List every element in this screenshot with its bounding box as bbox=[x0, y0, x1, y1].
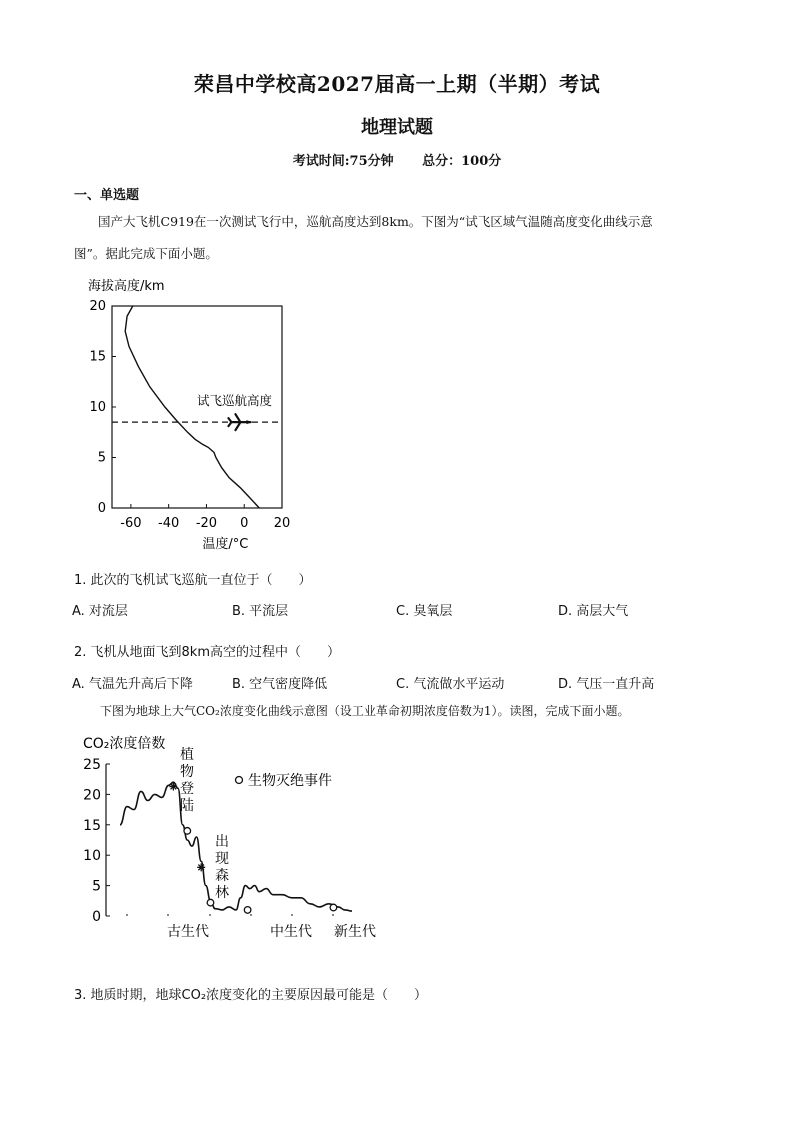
exam-meta bbox=[0, 150, 794, 169]
svg-text:植: 植 bbox=[180, 747, 194, 763]
svg-text:林: 林 bbox=[215, 885, 229, 901]
q1-option-c[interactable]: C. 臭氧层 bbox=[396, 604, 453, 619]
annotation-forest-appears bbox=[215, 834, 229, 901]
svg-text:陆: 陆 bbox=[180, 798, 194, 814]
chart2-ylabel: CO₂浓度倍数 bbox=[83, 736, 166, 752]
extinction-event-marker bbox=[330, 904, 337, 911]
era-mesozoic: 中生代 bbox=[270, 924, 312, 940]
chart1-ytick-label: 20 bbox=[89, 299, 106, 314]
chart2-ytick-label: 15 bbox=[83, 817, 101, 834]
exam-title: 荣昌中学校高2027届高一上期（半期）考试 bbox=[193, 72, 601, 96]
q1-option-b[interactable]: B. 平流层 bbox=[232, 604, 289, 619]
chart2-ytick-label: 5 bbox=[92, 878, 101, 895]
svg-text:出: 出 bbox=[215, 834, 229, 850]
q1-option-a[interactable]: A. 对流层 bbox=[72, 604, 128, 619]
exam-time: 考试时间:75分钟 bbox=[292, 154, 394, 169]
svg-text:现: 现 bbox=[215, 851, 229, 867]
airplane-icon bbox=[228, 414, 252, 430]
section-heading: 一、单选题 bbox=[74, 188, 140, 203]
chart1-ytick-label: 5 bbox=[97, 450, 106, 466]
q1-option-d[interactable]: D. 高层大气 bbox=[558, 604, 629, 619]
chart1-ytick-label: 15 bbox=[89, 349, 106, 365]
q2-option-c[interactable]: C. 气流做水平运动 bbox=[396, 677, 505, 692]
era-paleozoic: 古生代 bbox=[167, 924, 209, 940]
chart2-ytick-label: 0 bbox=[92, 909, 101, 925]
plant-marker-icon bbox=[169, 782, 177, 790]
chart2-ytick-label: 25 bbox=[83, 757, 101, 773]
question-2-stem: 2. 飞机从地面飞到8km高空的过程中（ ） bbox=[74, 645, 340, 660]
intro-line-1: 国产大飞机C919在一次测试飞行中，巡航高度达到8km。下图为“试飞区域气温随高度变化曲线示意 bbox=[98, 214, 653, 229]
chart1-xtick-label: -60 bbox=[120, 516, 142, 531]
svg-text:森: 森 bbox=[215, 868, 229, 884]
co2-concentration-chart bbox=[80, 728, 400, 946]
intro-line-2: 图”。据此完成下面小题。 bbox=[74, 246, 218, 261]
question-3-stem: 3. 地质时期，地球CO₂浓度变化的主要原因最可能是（ ） bbox=[74, 988, 428, 1003]
extinction-event-marker bbox=[244, 907, 251, 914]
chart1-xtick-label: 20 bbox=[273, 516, 291, 531]
exam-score: 总分：100分 bbox=[422, 154, 502, 169]
chart1-ylabel: 海拔高度/km bbox=[88, 279, 165, 294]
intro-co2: 下图为地球上大气CO₂浓度变化曲线示意图（设工业革命初期浓度倍数为1）。读图，完成下面小题。 bbox=[100, 704, 630, 718]
extinction-event-marker bbox=[207, 899, 214, 906]
chart2-ytick-label: 20 bbox=[83, 787, 101, 804]
cruise-altitude-label: 试飞巡航高度 bbox=[197, 392, 273, 408]
legend-extinction-label: 生物灭绝事件 bbox=[248, 773, 332, 789]
svg-text:物: 物 bbox=[180, 764, 194, 780]
chart1-xtick-label: 0 bbox=[240, 516, 249, 531]
question-1-stem: 1. 此次的飞机试飞巡航一直位于（ ） bbox=[74, 573, 312, 588]
extinction-event-marker bbox=[184, 828, 191, 835]
chart2-ytick-label: 10 bbox=[83, 848, 101, 865]
plant-marker-icon bbox=[197, 863, 205, 871]
chart1-xlabel: 温度/°C bbox=[202, 537, 249, 552]
legend-extinction-marker bbox=[236, 777, 243, 784]
q2-option-d[interactable]: D. 气压一直升高 bbox=[558, 677, 655, 692]
era-cenozoic: 新生代 bbox=[334, 924, 376, 940]
temperature-altitude-chart bbox=[70, 272, 310, 557]
subject-title: 地理试题 bbox=[361, 117, 433, 138]
q2-option-b[interactable]: B. 空气密度降低 bbox=[232, 677, 328, 692]
q2-option-a[interactable]: A. 气温先升高后下降 bbox=[72, 677, 193, 692]
chart1-ytick-label: 10 bbox=[89, 400, 106, 415]
svg-text:登: 登 bbox=[180, 781, 194, 797]
chart1-xtick-label: -20 bbox=[195, 516, 218, 531]
chart1-ytick-label: 0 bbox=[97, 501, 106, 516]
co2-curve bbox=[120, 782, 352, 911]
annotation-plants-landing bbox=[180, 746, 194, 814]
chart1-xtick-label: -40 bbox=[158, 516, 180, 531]
